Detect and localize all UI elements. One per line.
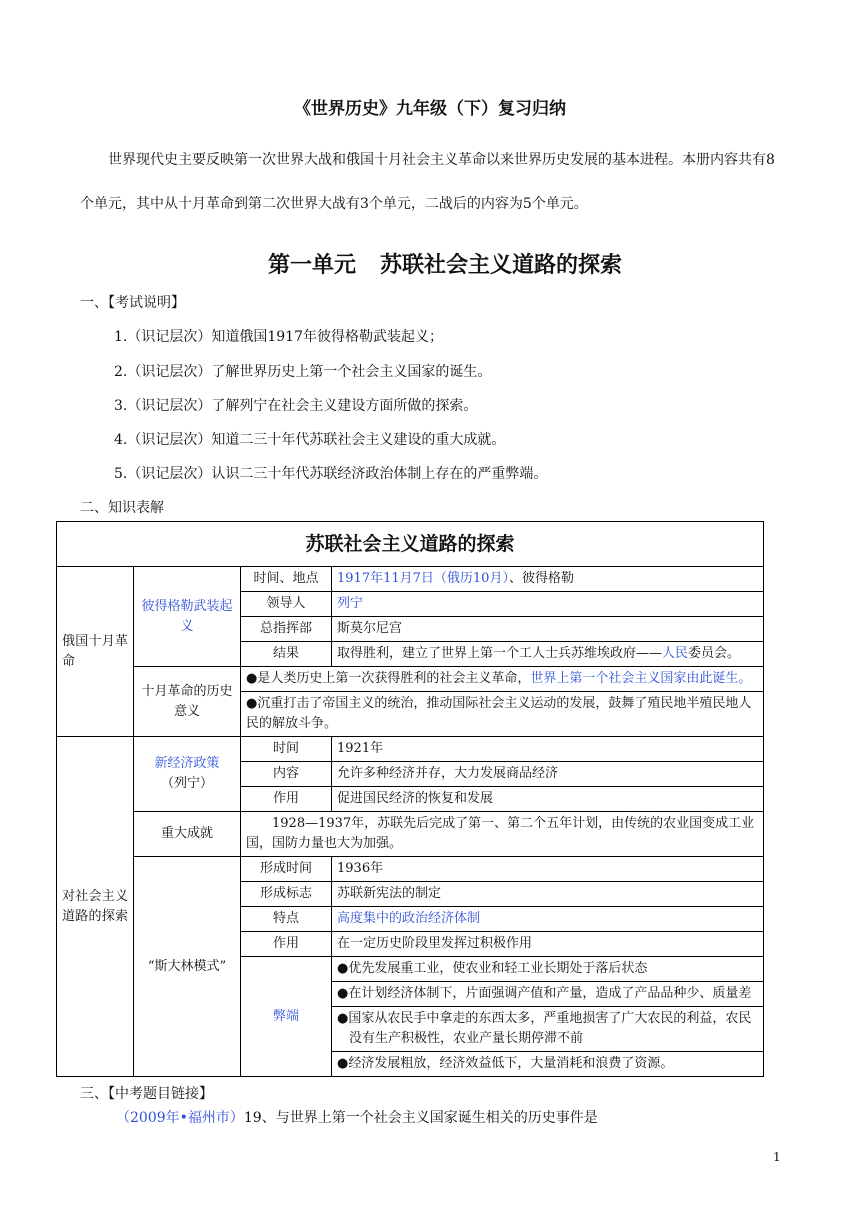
unit-title (0, 248, 860, 279)
row-value: 在一定历史阶段里发挥过积极作用 (332, 932, 764, 957)
drawback-item (332, 1052, 764, 1077)
document-title: 《世界历史》九年级（下）复习归纳 (294, 99, 566, 119)
row-label: 形成时间 (241, 857, 332, 882)
row-value: 1936年 (332, 857, 764, 882)
exam-requirement: 5.（识记层次）认识二三十年代苏联经济政治体制上存在的严重弊端。 (114, 466, 548, 482)
exam-requirement: 4.（识记层次）知道二三十年代苏联社会主义建设的重大成就。 (114, 432, 506, 448)
knowledge-table (56, 521, 764, 1077)
exam-requirement: 2.（识记层次）了解世界历史上第一个社会主义国家的诞生。 (114, 364, 492, 380)
row-value (332, 642, 764, 667)
significance-highlight: 世界上第一个社会主义国家由此诞生。 (530, 671, 752, 686)
exam-requirement: 1.（识记层次）知道俄国1917年彼得格勒武装起义； (114, 329, 443, 345)
drawback-item (332, 957, 764, 982)
row-label: 特点 (241, 907, 332, 932)
drawback-item (332, 1007, 764, 1052)
result-text-end: 委员会。 (688, 646, 741, 661)
section-heading-exam: 一、【考试说明】 (80, 295, 185, 311)
significance-item (241, 667, 764, 692)
drawback-text: ●经济发展粗放，经济效益低下，大量消耗和浪费了资源。 (337, 1056, 674, 1071)
row-label: 形成标志 (241, 882, 332, 907)
row-label: 作用 (241, 787, 332, 812)
row-value: 1921年 (332, 737, 764, 762)
row-value: 允许多种经济并存，大力发展商品经济 (332, 762, 764, 787)
row-label: 结果 (241, 642, 332, 667)
stalin-model-label: “斯大林模式” (134, 857, 241, 1077)
nep-name: 新经济政策 (154, 756, 220, 771)
drawback-text: ●在计划经济体制下，片面强调产值和产量，造成了产品品种少、质量差 (337, 986, 752, 1001)
row-label: 总指挥部 (241, 617, 332, 642)
question-source: （2009年•福州市） (116, 1110, 244, 1126)
uprising-label: 彼得格勒武装起义 (134, 567, 241, 667)
drawback-text: ●优先发展重工业，使农业和轻工业长期处于落后状态 (337, 961, 648, 976)
row-label: 内容 (241, 762, 332, 787)
exam-question (116, 1107, 598, 1127)
unit-number: 第一单元 (267, 253, 356, 278)
significance-item: ●沉重打击了帝国主义的统治，推动国际社会主义运动的发展，鼓舞了殖民地半殖民地人民的解放斗争。 (241, 692, 764, 737)
question-text: 19、与世界上第一个社会主义国家诞生相关的历史事件是 (243, 1110, 598, 1126)
result-highlight: 人民 (662, 646, 689, 661)
achievement-value: 1928—1937年，苏联先后完成了第一、第二个五年计划，由传统的农业国变成工业国，国防力量也大为加强。 (241, 812, 764, 857)
nep-note: （列宁） (160, 776, 213, 791)
row-value: 斯莫尔尼宫 (332, 617, 764, 642)
row-value (332, 567, 764, 592)
result-text: 取得胜利，建立了世界上第一个工人士兵苏维埃政府—— (337, 646, 663, 661)
row-label: 领导人 (241, 592, 332, 617)
row-value (332, 592, 764, 617)
table-caption: 苏联社会主义道路的探索 (57, 522, 764, 567)
leader-name: 列宁 (337, 596, 364, 611)
intro-paragraph: 世界现代史主要反映第一次世界大战和俄国十月社会主义革命以来世界历史发展的基本进程。本册内容共有8个单元，其中从十月革命到第二次世界大战有3个单元，二战后的内容为5个单元。 (80, 152, 775, 212)
time-place-rest: 、彼得格勒 (508, 571, 574, 586)
page-number: 1 (773, 1150, 781, 1164)
row-value: 促进国民经济的恢复和发展 (332, 787, 764, 812)
achievement-label: 重大成就 (134, 812, 241, 857)
row-value: 高度集中的政治经济体制 (332, 907, 764, 932)
unit-name: 苏联社会主义道路的探索 (380, 253, 623, 278)
nep-label (134, 737, 241, 812)
category-october-revolution: 俄国十月革命 (57, 567, 134, 737)
time-place-highlight: 1917年11月7日（俄历10月） (337, 571, 509, 586)
significance-text: ●是人类历史上第一次获得胜利的社会主义革命， (246, 671, 531, 686)
section-heading-table: 二、知识表解 (80, 500, 164, 516)
drawback-text: ●国家从农民手中拿走的东西太多，严重地损害了广大农民的利益，农民没有生产积极性，农业产量长期停滞不前 (337, 1011, 752, 1046)
row-label: 作用 (241, 932, 332, 957)
row-label: 时间 (241, 737, 332, 762)
section-heading-questions: 三、【中考题目链接】 (80, 1086, 213, 1102)
row-value: 苏联新宪法的制定 (332, 882, 764, 907)
category-socialist-exploration: 对社会主义道路的探索 (57, 737, 134, 1077)
significance-label: 十月革命的历史意义 (134, 667, 241, 737)
row-label: 时间、地点 (241, 567, 332, 592)
drawback-item (332, 982, 764, 1007)
exam-requirement: 3.（识记层次）了解列宁在社会主义建设方面所做的探索。 (114, 398, 478, 414)
drawbacks-label: 弊端 (241, 957, 332, 1077)
